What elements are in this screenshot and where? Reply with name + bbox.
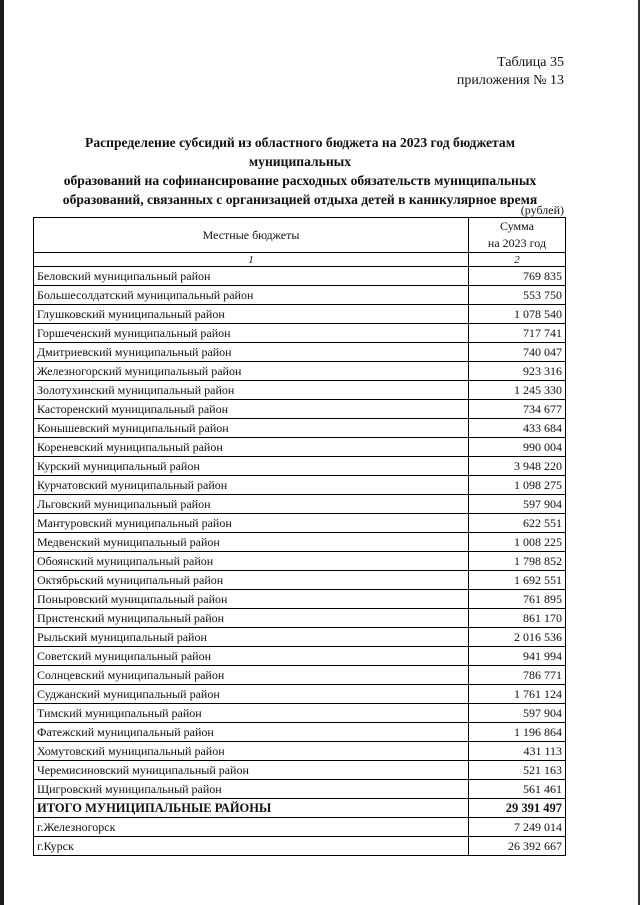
table-row <box>34 704 566 723</box>
budget-name: Золотухинский муниципальный район <box>34 381 469 400</box>
budget-name: Беловский муниципальный район <box>34 267 469 286</box>
column-header-budgets: Местные бюджеты <box>34 218 469 253</box>
budget-sum: 1 098 275 <box>469 476 566 495</box>
budget-name: Суджанский муниципальный район <box>34 685 469 704</box>
city-sum: 7 249 014 <box>469 818 566 837</box>
budget-name: Мантуровский муниципальный район <box>34 514 469 533</box>
table-row <box>34 761 566 780</box>
budget-name: Медвенский муниципальный район <box>34 533 469 552</box>
budget-sum: 597 904 <box>469 704 566 723</box>
budget-sum: 941 994 <box>469 647 566 666</box>
budget-sum: 1 798 852 <box>469 552 566 571</box>
budget-sum: 433 684 <box>469 419 566 438</box>
page-edge-left <box>0 0 4 905</box>
budget-name: Кореневский муниципальный район <box>34 438 469 457</box>
budget-name: Конышевский муниципальный район <box>34 419 469 438</box>
column-header-sum-line1: Сумма <box>500 219 534 233</box>
table-row <box>34 609 566 628</box>
title-line-2: образований на софинансирование расходных обязательств муниципальных <box>63 173 537 188</box>
table-row <box>34 457 566 476</box>
budget-sum: 734 677 <box>469 400 566 419</box>
budget-name: Тимский муниципальный район <box>34 704 469 723</box>
column-number-row <box>34 253 566 267</box>
budget-name: Льговский муниципальный район <box>34 495 469 514</box>
total-sum: 29 391 497 <box>469 799 566 818</box>
appendix-number: приложения № 13 <box>456 73 564 88</box>
budget-name: Большесолдатский муниципальный район <box>34 286 469 305</box>
table-row <box>34 324 566 343</box>
budget-name: Октябрьский муниципальный район <box>34 571 469 590</box>
total-label: ИТОГО МУНИЦИПАЛЬНЫЕ РАЙОНЫ <box>34 799 469 818</box>
budget-sum: 622 551 <box>469 514 566 533</box>
table-row <box>34 647 566 666</box>
table-row <box>34 476 566 495</box>
budget-sum: 431 113 <box>469 742 566 761</box>
budget-name: Курский муниципальный район <box>34 457 469 476</box>
budget-sum: 2 016 536 <box>469 628 566 647</box>
budget-sum: 769 835 <box>469 267 566 286</box>
budget-sum: 561 461 <box>469 780 566 799</box>
budget-sum: 1 692 551 <box>469 571 566 590</box>
table-row <box>34 419 566 438</box>
budget-name: Обоянский муниципальный район <box>34 552 469 571</box>
budget-name: Дмитриевский муниципальный район <box>34 343 469 362</box>
table-row <box>34 590 566 609</box>
table-reference <box>457 54 564 90</box>
table-row <box>34 666 566 685</box>
budget-sum: 786 771 <box>469 666 566 685</box>
budget-sum: 521 163 <box>469 761 566 780</box>
city-name: г.Курск <box>34 837 469 856</box>
table-row <box>34 837 566 856</box>
budget-name: Черемисиновский муниципальный район <box>34 761 469 780</box>
budget-name: Железногорский муниципальный район <box>34 362 469 381</box>
budget-sum: 1 008 225 <box>469 533 566 552</box>
budget-sum: 990 004 <box>469 438 566 457</box>
table-row <box>34 362 566 381</box>
table-row <box>34 818 566 837</box>
city-sum: 26 392 667 <box>469 837 566 856</box>
table-number: Таблица 35 <box>497 55 564 70</box>
budget-name: Поныровский муниципальный район <box>34 590 469 609</box>
budget-name: Курчатовский муниципальный район <box>34 476 469 495</box>
table-row <box>34 780 566 799</box>
budget-sum: 1 245 330 <box>469 381 566 400</box>
table-row <box>34 343 566 362</box>
budget-sum: 761 895 <box>469 590 566 609</box>
table-row <box>34 305 566 324</box>
unit-label: (рублей) <box>520 203 564 217</box>
table-row <box>34 267 566 286</box>
column-header-sum <box>469 218 566 253</box>
table-row <box>34 495 566 514</box>
column-header-sum-line2: на 2023 год <box>487 236 547 250</box>
budget-name: Горшеченский муниципальный район <box>34 324 469 343</box>
document-title <box>34 133 566 209</box>
budget-name: Щигровский муниципальный район <box>34 780 469 799</box>
table-row <box>34 552 566 571</box>
table-row <box>34 438 566 457</box>
budget-sum: 740 047 <box>469 343 566 362</box>
total-row <box>34 799 566 818</box>
budget-sum: 923 316 <box>469 362 566 381</box>
budget-sum: 1 196 864 <box>469 723 566 742</box>
table-row <box>34 381 566 400</box>
table-row <box>34 742 566 761</box>
budget-sum: 1 078 540 <box>469 305 566 324</box>
budget-name: Фатежский муниципальный район <box>34 723 469 742</box>
table-row <box>34 286 566 305</box>
column-number-1: 1 <box>34 253 469 267</box>
table-row <box>34 571 566 590</box>
table-row <box>34 400 566 419</box>
subsidy-table <box>33 217 566 856</box>
city-name: г.Железногорск <box>34 818 469 837</box>
table-row <box>34 514 566 533</box>
budget-sum: 861 170 <box>469 609 566 628</box>
budget-sum: 553 750 <box>469 286 566 305</box>
table-row <box>34 685 566 704</box>
budget-sum: 1 761 124 <box>469 685 566 704</box>
table-row <box>34 533 566 552</box>
table-header-row <box>34 218 566 253</box>
budget-name: Советский муниципальный район <box>34 647 469 666</box>
table-row <box>34 628 566 647</box>
budget-name: Солнцевский муниципальный район <box>34 666 469 685</box>
budget-sum: 717 741 <box>469 324 566 343</box>
budget-sum: 3 948 220 <box>469 457 566 476</box>
budget-sum: 597 904 <box>469 495 566 514</box>
column-number-2: 2 <box>469 253 566 267</box>
title-line-3: образований, связанных с организацией отдыха детей в каникулярное время <box>62 192 538 207</box>
budget-name: Рыльский муниципальный район <box>34 628 469 647</box>
district-rows <box>34 267 566 856</box>
budget-name: Хомутовский муниципальный район <box>34 742 469 761</box>
title-line-1: Распределение субсидий из областного бюджета на 2023 год бюджетам муниципальных <box>85 135 515 169</box>
table-row <box>34 723 566 742</box>
budget-name: Касторенский муниципальный район <box>34 400 469 419</box>
budget-name: Пристенский муниципальный район <box>34 609 469 628</box>
budget-name: Глушковский муниципальный район <box>34 305 469 324</box>
